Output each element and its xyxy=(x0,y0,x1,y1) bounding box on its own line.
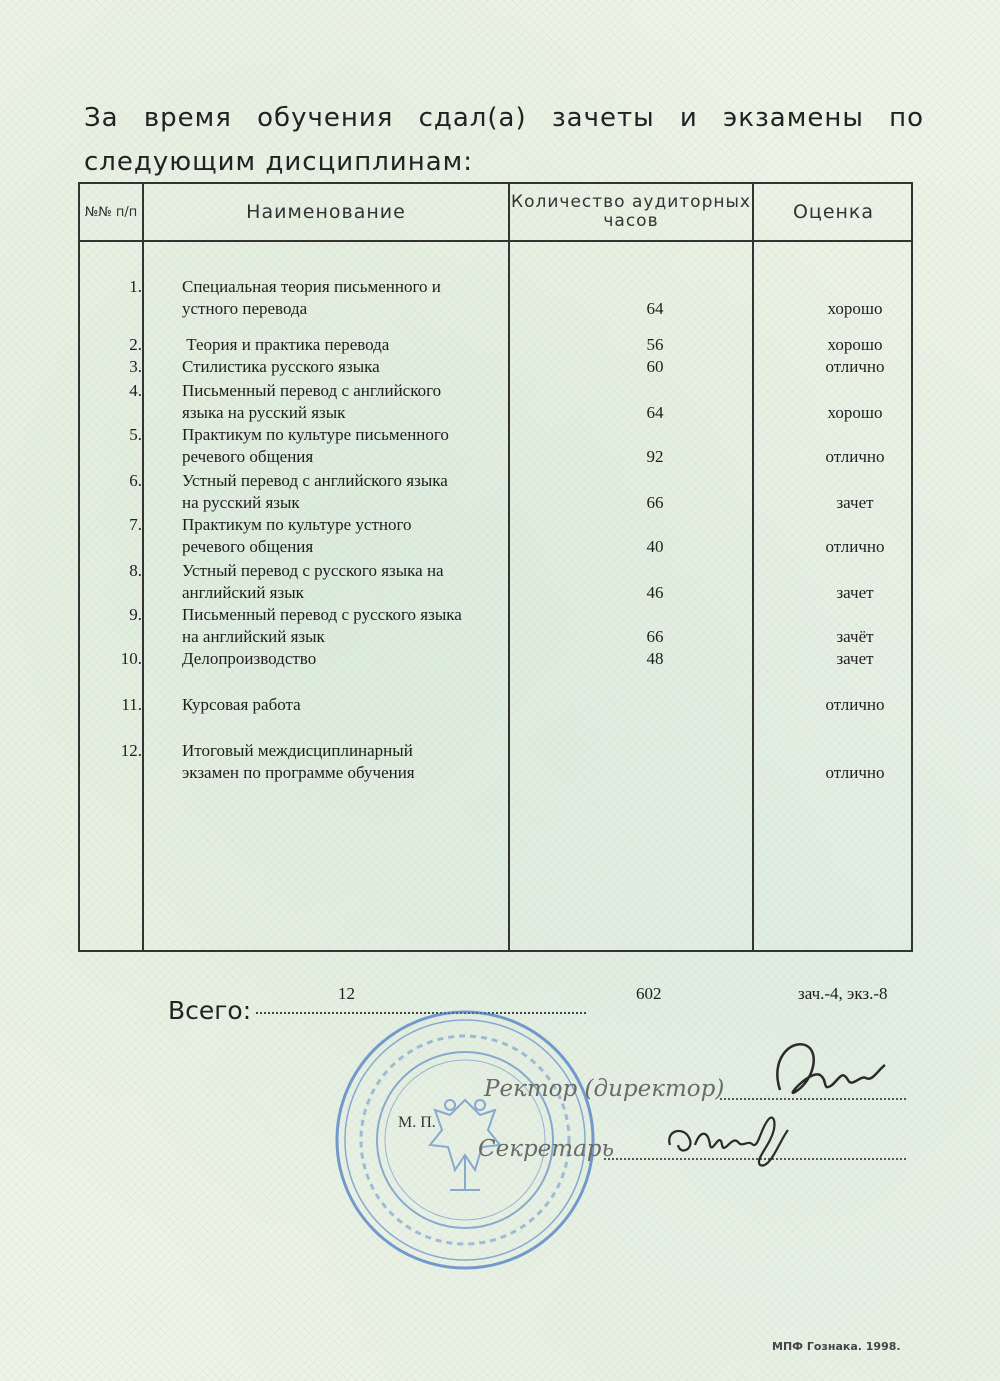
total-count: 12 xyxy=(338,984,355,1003)
subject-line: экзамен по программе обучения xyxy=(182,763,415,782)
row-grade: отлично xyxy=(825,763,885,782)
row-grade: отлично xyxy=(825,447,885,466)
grades-table xyxy=(78,182,913,952)
row-subject xyxy=(182,470,512,514)
subject-line: устного перевода xyxy=(182,299,308,318)
subject-line: Теория и практика перевода xyxy=(182,335,390,354)
row-subject xyxy=(182,740,512,784)
row-grade: хорошо xyxy=(827,403,883,422)
page-heading: За время обучения сдал(а) зачеты и экзамены по следующим дисциплинам: xyxy=(84,103,924,177)
row-number: 10. xyxy=(120,649,142,668)
row-number: 3. xyxy=(129,357,142,376)
row-hours: 66 xyxy=(646,493,664,512)
subject-line: на русский язык xyxy=(182,493,300,512)
column-divider xyxy=(752,184,754,950)
seal-place-label: М. П. xyxy=(398,1114,436,1131)
row-subject xyxy=(182,380,512,424)
secretary-label: Секретарь xyxy=(478,1136,615,1162)
rector-signature xyxy=(760,1030,900,1110)
row-hours: 56 xyxy=(646,335,664,354)
subject-line: речевого общения xyxy=(182,447,314,466)
row-grade: зачёт xyxy=(836,627,874,646)
row-grade: зачет xyxy=(836,649,874,668)
header-divider xyxy=(80,240,911,242)
subject-line: Письменный перевод с английского xyxy=(182,381,442,400)
subject-line: Устный перевод с русского языка на xyxy=(182,561,444,580)
secretary-signature xyxy=(660,1100,810,1180)
row-subject xyxy=(182,560,512,604)
row-grade: отлично xyxy=(825,537,885,556)
row-grade: хорошо xyxy=(827,335,883,354)
row-subject xyxy=(182,694,512,716)
row-grade: отлично xyxy=(825,695,885,714)
row-hours: 46 xyxy=(646,583,664,602)
row-number: 8. xyxy=(129,561,142,580)
row-subject xyxy=(182,424,512,468)
row-hours: 40 xyxy=(646,537,664,556)
total-hours: 602 xyxy=(636,984,662,1003)
row-number: 9. xyxy=(129,605,142,624)
row-subject xyxy=(182,356,512,378)
column-divider xyxy=(142,184,144,950)
row-hours: 60 xyxy=(646,357,664,376)
row-number: 5. xyxy=(129,425,142,444)
row-subject xyxy=(182,604,512,648)
row-number: 6. xyxy=(129,471,142,490)
row-subject xyxy=(182,514,512,558)
row-number: 4. xyxy=(129,381,142,400)
header-number: №№ п/п xyxy=(84,204,138,220)
subject-line: Письменный перевод с русского языка xyxy=(182,605,462,624)
row-hours: 66 xyxy=(646,627,664,646)
row-hours: 92 xyxy=(646,447,664,466)
header-name: Наименование xyxy=(246,201,406,223)
subject-line: английский язык xyxy=(182,583,304,602)
row-grade: зачет xyxy=(836,583,874,602)
subject-line: Делопроизводство xyxy=(182,649,317,668)
row-number: 12. xyxy=(120,741,142,760)
subject-line: речевого общения xyxy=(182,537,314,556)
subject-line: Итоговый междисциплинарный xyxy=(182,741,413,760)
row-number: 2. xyxy=(129,335,142,354)
subject-line: Практикум по культуре устного xyxy=(182,515,412,534)
row-subject xyxy=(182,334,512,356)
subject-line: Стилистика русского языка xyxy=(182,357,380,376)
row-grade: отлично xyxy=(825,357,885,376)
row-number: 7. xyxy=(129,515,142,534)
row-hours: 64 xyxy=(646,299,664,318)
total-grades: зач.-4, экз.-8 xyxy=(798,984,888,1003)
subject-line: языка на русский язык xyxy=(182,403,346,422)
total-label: Всего: xyxy=(168,996,252,1025)
subject-line: Устный перевод с английского языка xyxy=(182,471,448,490)
rector-label: Ректор (директор) xyxy=(484,1076,725,1102)
printer-imprint: МПФ Гознака. 1998. xyxy=(772,1340,901,1353)
subject-line: Практикум по культуре письменного xyxy=(182,425,449,444)
row-subject xyxy=(182,648,512,670)
subject-line: на английский язык xyxy=(182,627,325,646)
row-hours: 64 xyxy=(646,403,664,422)
row-grade: хорошо xyxy=(827,299,883,318)
row-grade: зачет xyxy=(836,493,874,512)
row-number: 1. xyxy=(129,277,142,296)
subject-line: Специальная теория письменного и xyxy=(182,277,441,296)
row-number: 11. xyxy=(121,695,142,714)
subject-line: Курсовая работа xyxy=(182,695,301,714)
header-grade: Оценка xyxy=(792,201,875,223)
header-hours: Количество аудиторных часов xyxy=(511,192,751,231)
row-subject xyxy=(182,276,512,320)
row-hours: 48 xyxy=(646,649,664,668)
